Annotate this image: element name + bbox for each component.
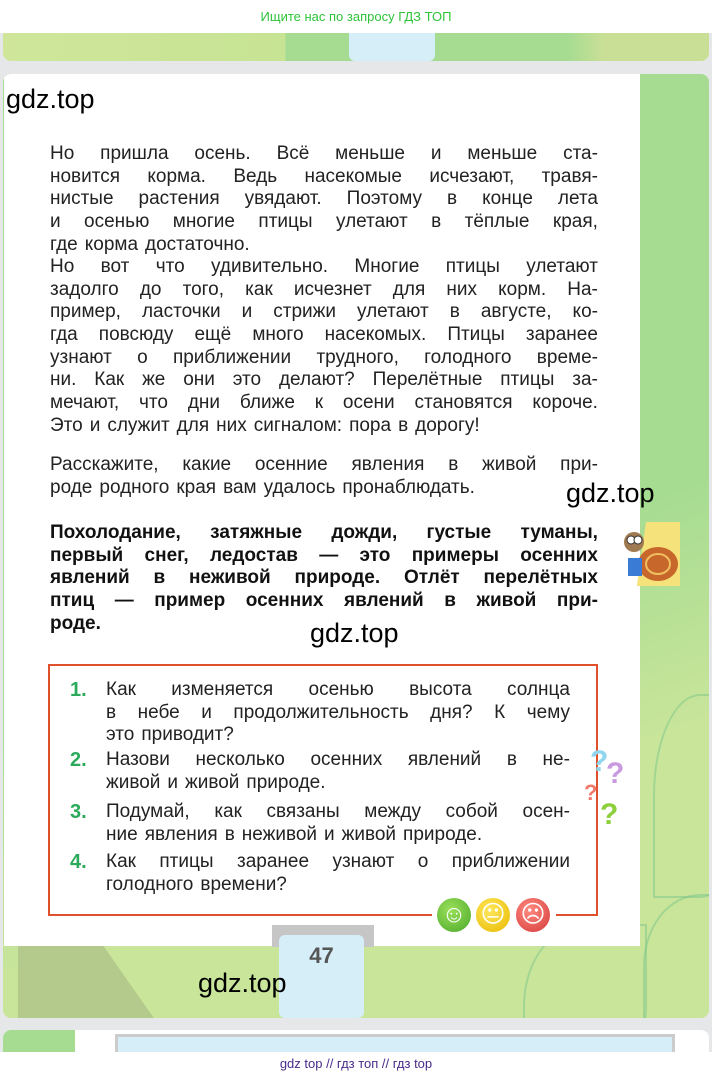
question-number: 4. xyxy=(70,851,87,873)
question-text xyxy=(106,851,570,896)
turtle-mascot-icon xyxy=(616,522,680,586)
paragraph-3 xyxy=(50,454,598,499)
text-line: мечают, что дни ближе к осени становятся короче. xyxy=(50,392,598,414)
text-line: Это и служит для них сигналом: пора в дорогу! xyxy=(50,414,480,436)
question-number: 3. xyxy=(70,801,87,823)
text-line: Подумай, как связаны между собой осен- xyxy=(106,801,570,822)
text-line: ние явления в неживой и живой природе. xyxy=(106,823,483,845)
paragraph-2 xyxy=(50,256,598,438)
leaf-decoration xyxy=(653,694,709,898)
question-mark-icon: ? xyxy=(590,745,609,778)
text-line: пример, ласточки и стрижи улетают в августе, ко- xyxy=(50,301,598,323)
text-line: где корма достаточно. xyxy=(50,233,250,255)
watermark: gdz.top xyxy=(310,618,399,648)
next-page-edge xyxy=(3,1030,709,1052)
watermark: gdz.top xyxy=(6,84,95,114)
text-line: ни. Как же они это делают? Перелётные птицы за- xyxy=(50,369,598,391)
corner-decoration xyxy=(18,944,158,1018)
text-line: в небе и продолжительность дня? К чему xyxy=(106,701,570,723)
text-line: и осенью многие птицы улетают в тёплые края, xyxy=(50,211,598,233)
leaf-decoration xyxy=(643,894,709,1018)
page-number: 47 xyxy=(279,935,364,1018)
text-line: нистые растения увядают. Поэтому в конце лета xyxy=(50,188,598,210)
text-line: первый снег, ледостав — это примеры осенних xyxy=(50,544,598,566)
text-line: роде родного края вам удалось пронаблюдать. xyxy=(50,476,475,498)
question-text xyxy=(106,801,570,846)
text-line: гда повсюду ещё много насекомых. Птицы заранее xyxy=(50,324,598,346)
text-line: роде. xyxy=(50,612,101,634)
text-line: явлений в неживой природе. Отлёт перелётных xyxy=(50,567,598,589)
text-line: Как птицы заранее узнают о приближении xyxy=(106,851,570,872)
text-line: голодного времени? xyxy=(106,873,287,895)
top-banner[interactable]: Ищите нас по запросу ГДЗ ТОП xyxy=(0,0,712,33)
previous-page-edge xyxy=(3,33,709,61)
sad-face-icon[interactable]: ☹ xyxy=(516,898,550,932)
question-mark-icon: ? xyxy=(600,798,619,831)
watermark: gdz.top xyxy=(566,478,655,508)
page-tab xyxy=(349,33,435,61)
text-line: узнают о приближении трудного, голодного време- xyxy=(50,346,598,368)
text-line: птиц — пример осенних явлений в живой при- xyxy=(50,590,598,612)
bottom-banner[interactable]: gdz top // гдз топ // гдз top xyxy=(0,1052,712,1082)
question-text xyxy=(106,679,570,747)
text-line: живой и живой природе. xyxy=(106,771,326,793)
question-number: 1. xyxy=(70,679,87,701)
question-mark-icon: ? xyxy=(584,780,598,805)
text-line: новится корма. Ведь насекомые исчезают, травя- xyxy=(50,165,598,187)
paragraph-1 xyxy=(50,143,598,256)
text-line: Назови несколько осенних явлений в не- xyxy=(106,749,570,770)
question-number: 2. xyxy=(70,749,87,771)
watermark: gdz.top xyxy=(198,968,287,998)
text-line: Похолодание, затяжные дожди, густые туманы, xyxy=(50,522,598,543)
text-line: это приводит? xyxy=(106,724,234,746)
next-page-strip xyxy=(3,1030,75,1052)
question-mark-icon: ? xyxy=(606,757,625,790)
text-line: Но пришла осень. Всё меньше и меньше ста- xyxy=(50,143,598,164)
text-line: Но вот что удивительно. Многие птицы улетают xyxy=(50,256,598,277)
question-text xyxy=(106,749,570,794)
text-line: Расскажите, какие осенние явления в живой при- xyxy=(50,454,598,475)
text-line: задолго до того, как исчезнет для них корм. На- xyxy=(50,278,598,300)
text-line: Как изменяется осенью высота солнца xyxy=(106,679,570,700)
happy-face-icon[interactable]: ☺ xyxy=(437,898,471,932)
next-page-box xyxy=(115,1034,675,1052)
neutral-face-icon[interactable]: 😐︎ xyxy=(476,898,510,932)
